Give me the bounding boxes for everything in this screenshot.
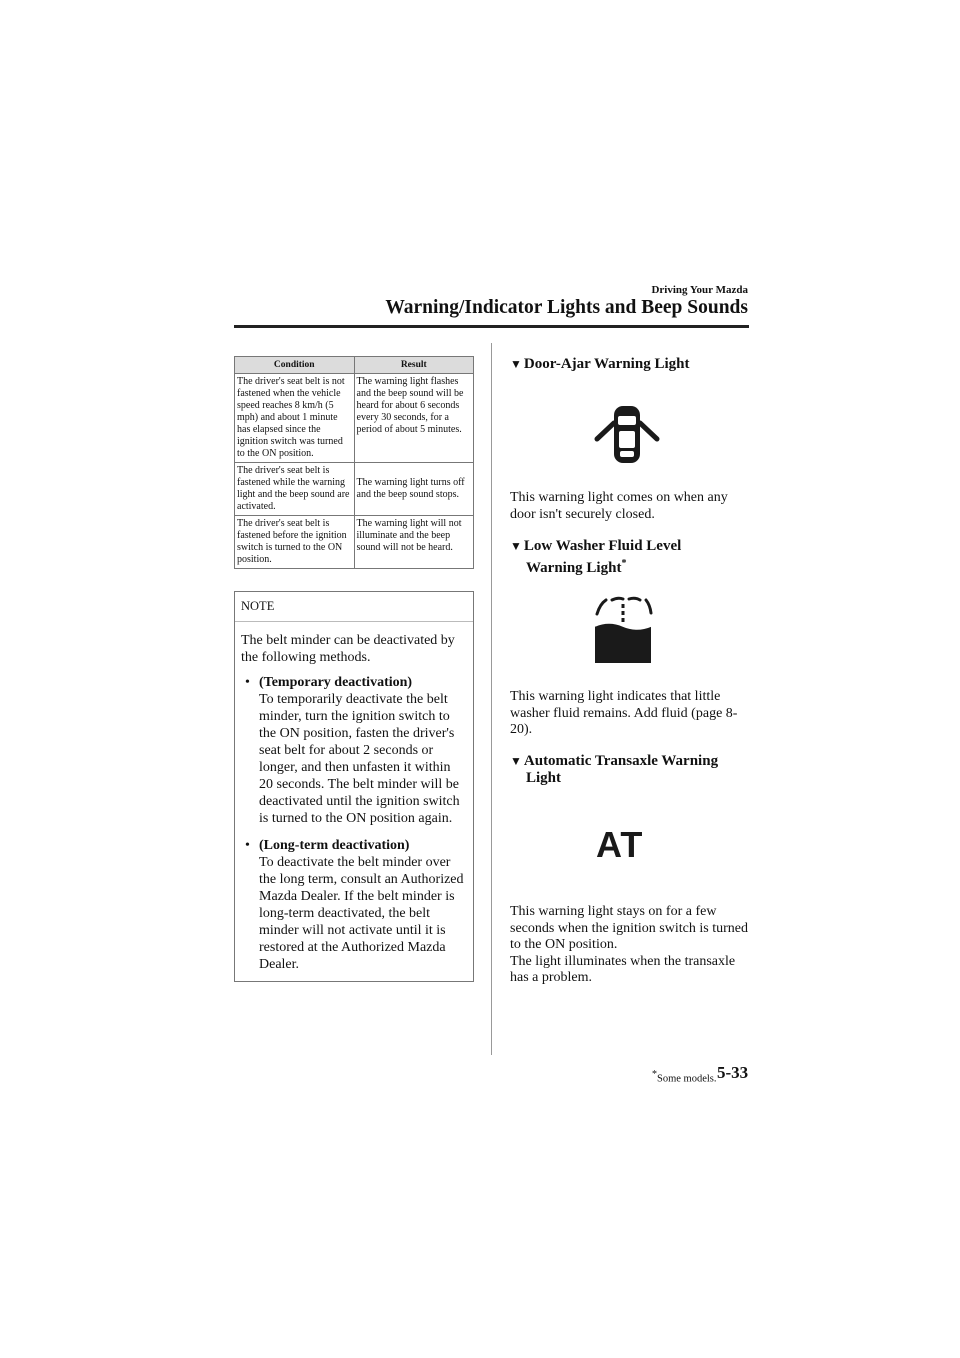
table-header-condition: Condition [235,357,355,374]
table-cell-result: The warning light will not illuminate and the beep sound will not be heard. [354,516,474,569]
note-box [234,591,474,982]
table-row [235,374,474,463]
page-title: Warning/Indicator Lights and Beep Sounds [385,297,748,318]
triangle-icon: ▼ [510,539,522,553]
bullet-icon: • [245,675,250,690]
header-section-label: Driving Your Mazda [651,284,748,296]
section-title-washer-fluid: ▼ Low Washer Fluid Level Warning Light* [510,538,682,576]
table-cell-condition: The driver's seat belt is fastened before the ignition switch is turned to the ON position. [235,516,355,569]
section-text-line: This warning light stays on for a few seconds when the ignition switch is turned to the ON position. [510,904,748,952]
note-item [241,674,467,827]
section-text-washer-fluid: This warning light indicates that little washer fluid remains. Add fluid (page 8-20). [510,689,738,737]
section-text-door-ajar: This warning light comes on when any door isn't securely closed. [510,490,728,522]
washer-fluid-icon [592,596,654,666]
section-text-line: The light illuminates when the transaxle has a problem. [510,953,736,985]
condition-result-table [234,356,474,569]
table-header-row [235,357,474,374]
table-cell-condition: The driver's seat belt is fastened while the warning light and the beep sound are activated. [235,463,355,516]
column-divider [491,343,492,1055]
note-item-text: To deactivate the belt minder over the long term, consult an Authorized Mazda Dealer. If the belt minder is long-term deactivated, the belt minder will not activate until it is restored at the Authorized Mazda Dealer. [259,855,464,972]
door-ajar-icon [592,401,662,467]
section-title-door-ajar: ▼ Door-Ajar Warning Light [510,356,690,372]
some-models-star: * [621,558,627,569]
table-cell-result: The warning light turns off and the beep sound stops. [354,463,474,516]
note-item-heading: (Long-term deactivation) [259,838,410,853]
note-item-text: To temporarily deactivate the belt minder, turn the ignition switch to the ON position, fasten the driver's seat belt for about 2 seconds or longer, and then unfasten it within 20 seconds. The belt minder will be deactivated until the ignition switch is turned to the ON position again. [259,692,460,826]
triangle-icon: ▼ [510,754,522,768]
note-body [235,622,473,981]
section-text-automatic-transaxle [510,904,752,987]
note-item [241,837,467,973]
table-row [235,516,474,569]
bullet-icon: • [245,838,250,853]
table-row [235,463,474,516]
section-title-automatic-transaxle: ▼ Automatic Transaxle Warning Light [510,753,719,786]
note-intro: The belt minder can be deactivated by the following methods. [241,633,455,665]
automatic-transaxle-icon: AT [596,824,644,865]
table-header-result: Result [354,357,474,374]
header-rule [234,325,749,328]
table-cell-condition: The driver's seat belt is not fastened when the vehicle speed reaches 8 km/h (5 mph) and about 1 minute has elapsed since the ignition switch was turned to the ON position. [235,374,355,463]
note-item-heading: (Temporary deactivation) [259,675,413,690]
triangle-icon: ▼ [510,357,522,371]
page-number: 5-33 [717,1063,749,1082]
note-title: NOTE [235,592,473,622]
footer-some-models: *Some models. [652,1069,717,1085]
table-cell-result: The warning light flashes and the beep sound will be heard for about 6 seconds every 30 seconds, for a period of about 5 minutes. [354,374,474,463]
